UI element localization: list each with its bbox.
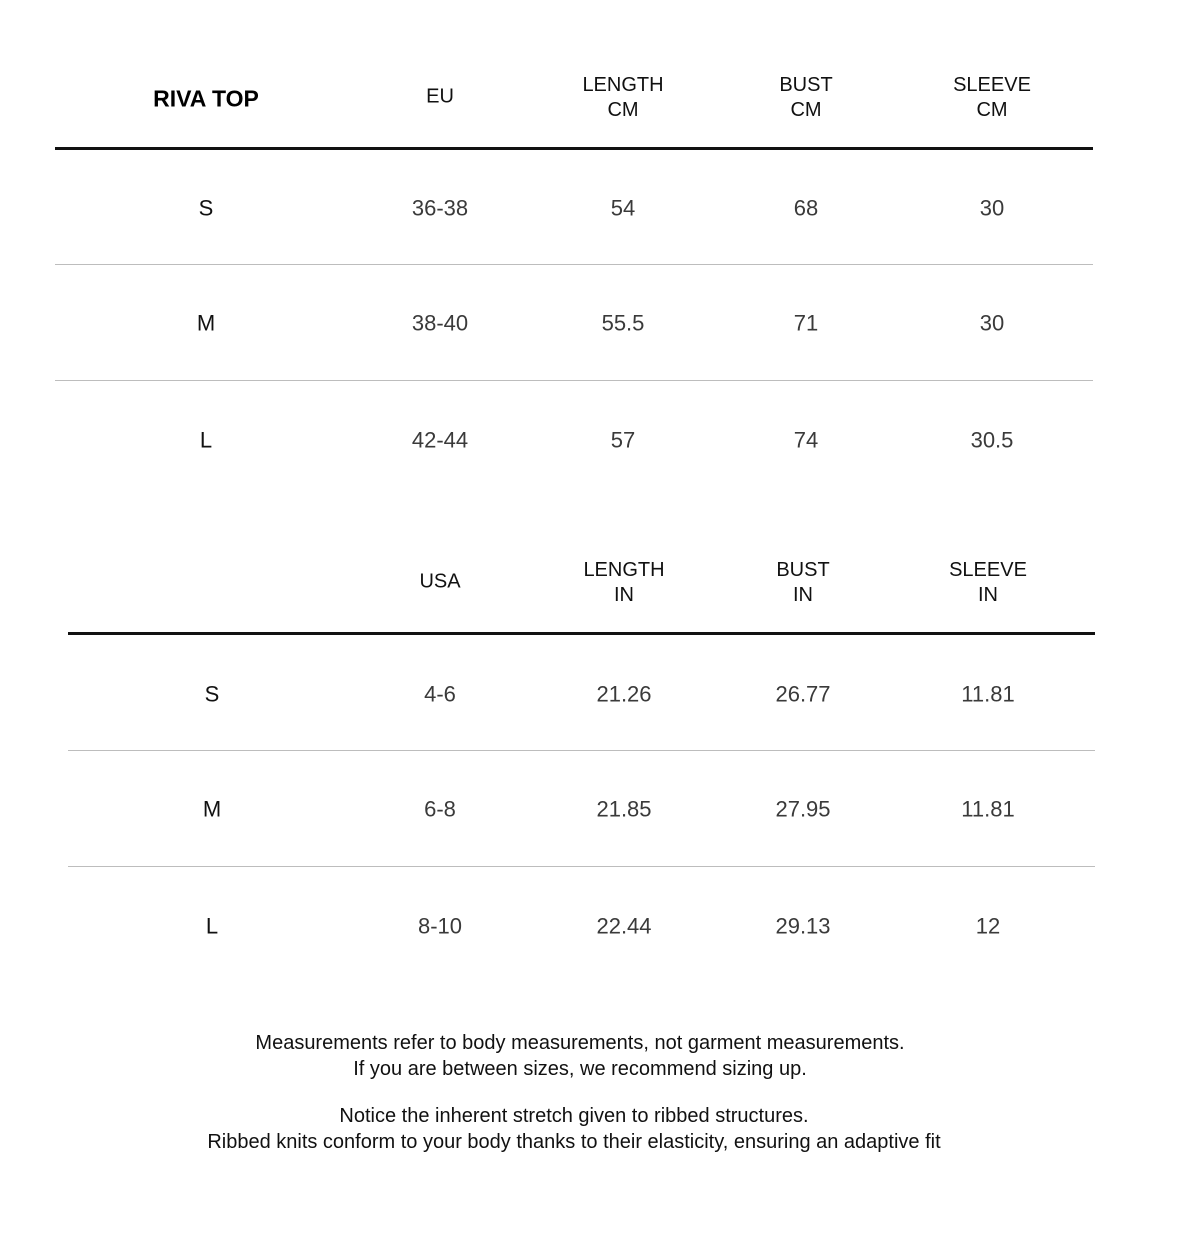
size-label: M [196,310,216,336]
size-label: S [198,195,214,221]
sleeve-value: 30 [979,310,1005,336]
bust-value: 26.77 [775,681,831,707]
note-sizing-up: If you are between sizes, we recommend sizing up. [353,1058,807,1080]
eu-size-value: 36-38 [411,195,469,221]
header-length-in: LENGTH IN [583,559,665,606]
note-stretch: Notice the inherent stretch given to ribbed structures. [339,1105,809,1127]
note-body-measurements: Measurements refer to body measurements, not garment measurements. [255,1032,905,1054]
table-title: RIVA TOP [153,85,259,112]
usa-size-value: 6-8 [424,796,456,822]
header-sleeve-cm: SLEEVE CM [953,74,1031,121]
row-divider [68,750,1095,751]
row-divider [55,380,1093,381]
sleeve-value: 30.5 [970,427,1014,453]
header-divider [68,632,1095,635]
header-divider [55,147,1093,150]
eu-size-value: 38-40 [411,310,469,336]
bust-value: 29.13 [775,913,831,939]
size-label: L [205,913,219,939]
size-label: S [204,681,220,707]
sleeve-value: 11.81 [961,681,1015,707]
header-eu: EU [426,85,454,108]
usa-size-value: 8-10 [417,913,463,939]
row-divider [55,264,1093,265]
header-bust-cm: BUST CM [779,74,833,121]
length-value: 54 [610,195,636,221]
length-value: 21.85 [596,796,652,822]
note-ribbed-knits: Ribbed knits conform to your body thanks to their elasticity, ensuring an adaptive fit [207,1131,941,1153]
row-divider [68,866,1095,867]
header-usa: USA [419,570,461,593]
usa-size-value: 4-6 [424,681,456,707]
sleeve-value: 11.81 [961,796,1015,822]
length-value: 21.26 [596,681,652,707]
header-length-cm: LENGTH CM [582,74,664,121]
sleeve-value: 30 [979,195,1005,221]
bust-value: 27.95 [775,796,831,822]
bust-value: 71 [793,310,819,336]
bust-value: 74 [793,427,819,453]
sleeve-value: 12 [975,913,1001,939]
eu-size-value: 42-44 [411,427,469,453]
bust-value: 68 [793,195,819,221]
size-label: M [202,796,222,822]
length-value: 55.5 [601,310,645,336]
size-label: L [199,427,213,453]
header-sleeve-in: SLEEVE IN [949,559,1027,606]
header-bust-in: BUST IN [776,559,830,606]
length-value: 22.44 [596,913,652,939]
length-value: 57 [610,427,636,453]
